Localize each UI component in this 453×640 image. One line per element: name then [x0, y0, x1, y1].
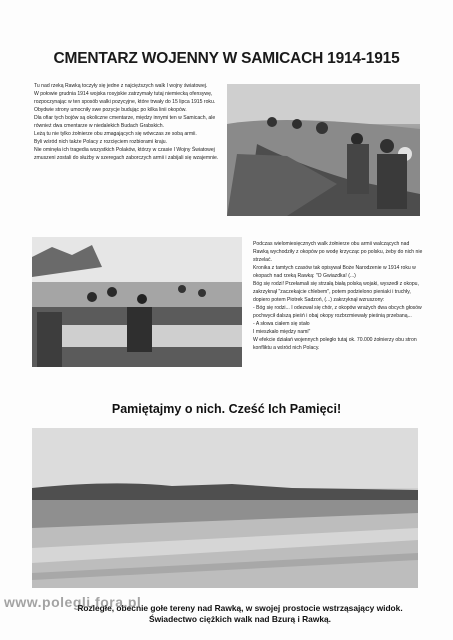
intro-paragraph: Tu nad rzeką Rawką toczyły się jedne z najcięższych walk I wojny światowej. [34, 83, 208, 89]
intro-paragraph: Byli wśród nich także Polacy z rozcięciem rozbiorami kraju. [34, 139, 168, 145]
christmas-truce-text [253, 240, 425, 352]
caption-line: Rozległe, obecnie gołe tereny nad Rawką, w swojej prostocie wstrząsający widok. [77, 603, 403, 613]
caption-line: Świadectwo ciężkich walk nad Bzurą i Rawką. [149, 614, 331, 624]
right-paragraph: - Bóg się rodzi... I odezwał się chór, z okopów wrażych dwa obcych głosów pochwycił dalszą pieśń i obaj okopy rozbrzmiewały pieśnią przebaną... [253, 305, 422, 319]
intro-paragraph: Dla ofiar tych bojów są okoliczne cmentarze, między innymi ten w Samicach, ale również dwa cmentarze w niedalekich Budach Grabskich. [34, 115, 216, 129]
photo-soldiers-field [32, 237, 242, 367]
photo-landscape [32, 428, 418, 588]
right-paragraph: I mieszkało między nami" [253, 329, 311, 335]
memorial-slogan: Pamiętajmy o nich. Cześć Ich Pamięci! [111, 402, 342, 416]
intro-paragraph: W połowie grudnia 1914 wojska rosyjskie zatrzymały tutaj niemiecką ofensywę, rozpoczynając w ten sposób walki pozycyjne, które trwały do 15 lipca 1915 roku. [34, 91, 216, 105]
landscape-photo-graphic [32, 428, 418, 588]
intro-paragraph: Nie ominęła ich tragedia wszystkich Polaków, którzy w czasie I Wojny Światowej zmuszeni zostali do służby w szeregach zaborczych armii i zabijali się wzajemnie. [34, 147, 219, 161]
right-paragraph: Kronika z tamtych czasów tak opisywał Boże Narodzenie w 1914 roku w okopach nad rzeką Rawką: "O Gwiazdka! (...) [253, 265, 416, 279]
intro-text [34, 82, 226, 162]
site-watermark: www.polegli.fora.pl [4, 594, 142, 610]
intro-paragraph: Leżą tu nie tylko żołnierze obu zmagających się wówczas ze sobą armii. [34, 131, 197, 137]
intro-paragraph: Obydwie strony umocniły swe pozycje budując po kilka linii okopów. [34, 107, 187, 113]
right-paragraph: Podczas wielomiesięcznych walk żołnierze obu armii walczących nad Rawką wychodziły z okopów po wodę krzycząc po polsku, żeby do nich nie strzelać. [253, 241, 423, 263]
right-paragraph: W efekcie działań wojennych poległo tutaj ok. 70.000 żołnierzy obu stron konfliktu a wśród nich Polacy. [253, 337, 417, 351]
right-paragraph: Bóg się rodzi! Przełamali się strzałą białą polską wojaki, wyszedł z okopu, zakrzyknął "zaczekajcie chlebem", potem podzielono pieniaki i truchły, dopiero potem Piotrek Sadzoń, (...) zakrzyknął wzruszony: [253, 281, 419, 303]
field-photo-graphic [32, 237, 242, 367]
trench-photo-graphic [227, 84, 420, 216]
page-title: CMENTARZ WOJENNY W SAMICACH 1914-1915 [53, 50, 400, 67]
photo-trench-soldiers [227, 84, 420, 216]
right-paragraph: - A słowa ciałem się stało [253, 321, 310, 327]
